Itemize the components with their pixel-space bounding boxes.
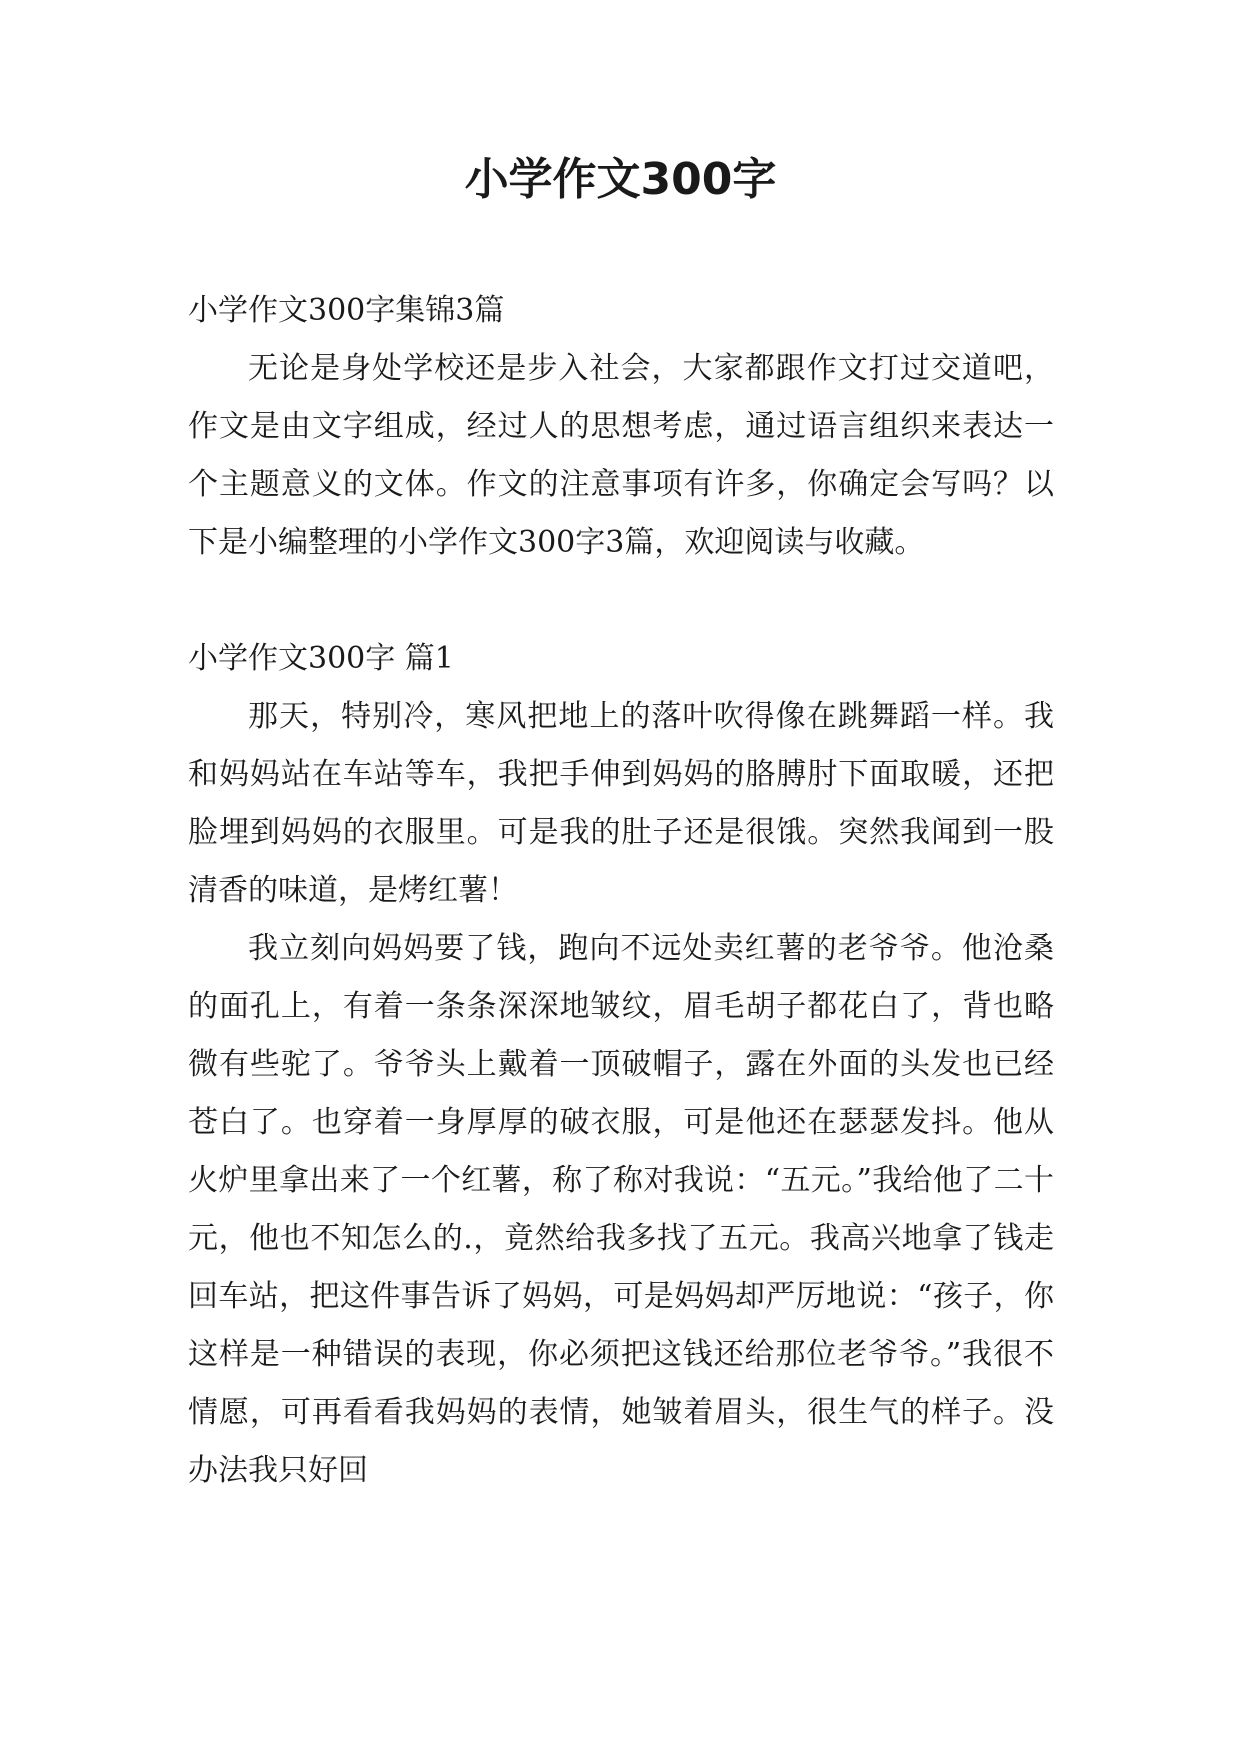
- intro-paragraph: 无论是身处学校还是步入社会，大家都跟作文打过交道吧，作文是由文字组成，经过人的思想考虑，通过语言组织来表达一个主题意义的文体。作文的注意事项有许多，你确定会写吗？以下是小编整理的小学作文300字3篇，欢迎阅读与收藏。: [188, 351, 1054, 560]
- document-body: [188, 282, 1054, 1500]
- document-title: 小学作文300字: [464, 154, 777, 205]
- section-gap: [188, 572, 1054, 630]
- body-paragraph-2: 我立刻向妈妈要了钱，跑向不远处卖红薯的老爷爷。他沧桑的面孔上，有着一条条深深地皱纹，眉毛胡子都花白了，背也略微有些驼了。爷爷头上戴着一顶破帽子，露在外面的头发也已经苍白了。也穿着一身厚厚的破衣服，可是他还在瑟瑟发抖。他从火炉里拿出来了一个红薯，称了称对我说：“五元。”我给他了二十元，他也不知怎么的.，竟然给我多找了五元。我高兴地拿了钱走回车站，把这件事告诉了妈妈，可是妈妈却严厉地说：“孩子，你这样是一种错误的表现，你必须把这钱还给那位老爷爷。”我很不情愿，可再看看我妈妈的表情，她皱着眉头，很生气的样子。没办法我只好回: [188, 931, 1054, 1488]
- body-paragraph-1: 那天，特别冷，寒风把地上的落叶吹得像在跳舞蹈一样。我和妈妈站在车站等车，我把手伸到妈妈的胳膊肘下面取暖，还把脸埋到妈妈的衣服里。可是我的肚子还是很饿。突然我闻到一股清香的味道，是烤红薯！: [188, 699, 1054, 908]
- collection-heading: 小学作文300字集锦3篇: [188, 293, 505, 328]
- section-heading: 小学作文300字 篇1: [188, 641, 454, 676]
